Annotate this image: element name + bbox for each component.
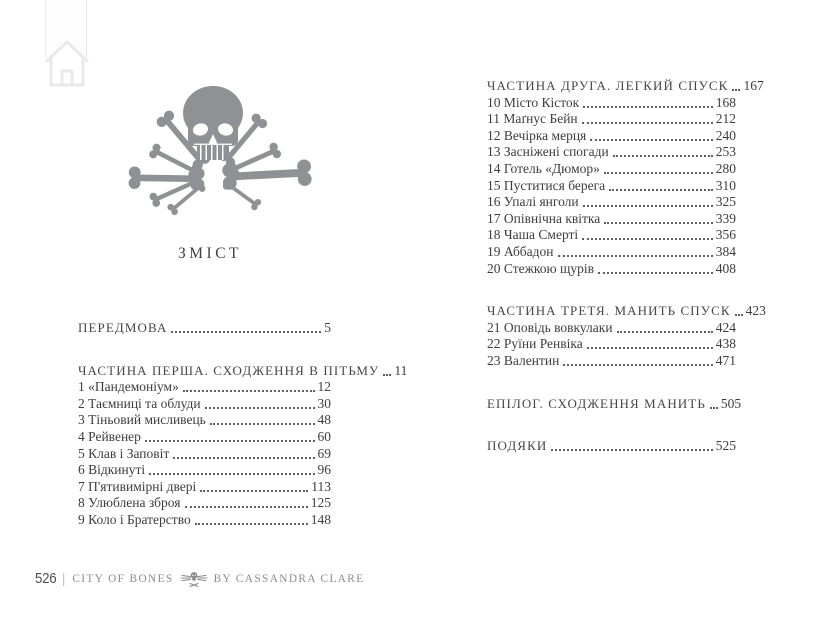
- toc-entry-page: 253: [715, 144, 736, 160]
- dotted-leader: [200, 490, 308, 492]
- toc-entry-label: 6 Відкинуті: [78, 462, 146, 478]
- dotted-leader: [604, 172, 713, 174]
- toc-entry-label: 2 Таємниці та облуди: [78, 395, 201, 411]
- toc-entry-label: 23 Валентин: [487, 352, 560, 368]
- toc-section: [78, 320, 331, 337]
- toc-entry[interactable]: [78, 512, 331, 529]
- toc-right-column: [487, 78, 766, 481]
- toc-entry-label: 16 Упалі янголи: [487, 194, 579, 210]
- dotted-leader: [558, 255, 713, 257]
- toc-entry-label: ПОДЯКИ: [487, 438, 548, 454]
- toc-entry-label: 3 Тіньовий мисливець: [78, 412, 206, 428]
- page-footer: [35, 570, 365, 588]
- toc-entry[interactable]: [487, 395, 742, 413]
- toc-entry-label: ЕПІЛОГ. СХОДЖЕННЯ МАНИТЬ: [487, 395, 706, 411]
- toc-entry-page: 69: [317, 445, 331, 461]
- dotted-leader: [383, 374, 391, 376]
- toc-entry-page: 48: [317, 412, 331, 428]
- toc-entry[interactable]: [487, 78, 764, 95]
- toc-entry[interactable]: [487, 227, 736, 244]
- toc-entry-label: ЧАСТИНА ТРЕТЯ. МАНИТЬ СПУСК: [487, 303, 731, 319]
- footer-page-number: 526: [35, 571, 57, 587]
- toc-entry-page: 60: [317, 428, 331, 444]
- toc-section: [487, 78, 764, 277]
- toc-entry-page: 438: [715, 336, 736, 352]
- toc-entry[interactable]: [487, 144, 736, 161]
- footer-author: BY CASSANDRA CLARE: [213, 573, 365, 585]
- dotted-leader: [583, 106, 713, 108]
- toc-entry-page: 325: [715, 194, 736, 210]
- toc-entry-label: 7 П'ятивимірні двері: [78, 478, 197, 494]
- toc-entry-page: 505: [720, 395, 742, 411]
- toc-entry-page: 280: [715, 160, 736, 176]
- toc-entry-label: 4 Рейвенер: [78, 428, 141, 444]
- toc-entry-label: 18 Чаша Смерті: [487, 227, 579, 243]
- toc-entry[interactable]: [78, 479, 331, 496]
- toc-entry-page: 167: [743, 78, 764, 93]
- toc-entry-page: 12: [317, 379, 331, 395]
- dotted-leader: [617, 331, 713, 333]
- toc-entry[interactable]: [78, 495, 331, 512]
- toc-entry-page: 408: [715, 260, 736, 276]
- toc-entry-label: 8 Улюблена зброя: [78, 495, 181, 511]
- dotted-leader: [609, 189, 713, 191]
- toc-entry-page: 310: [715, 177, 736, 193]
- toc-entry-page: 212: [715, 111, 736, 127]
- toc-left-column: [78, 320, 408, 555]
- dotted-leader: [183, 390, 315, 392]
- toc-entry-label: 5 Клав і Заповіт: [78, 445, 170, 461]
- dotted-leader: [563, 364, 712, 366]
- skull-and-crossbones-illustration: [120, 80, 320, 220]
- dotted-leader: [710, 407, 718, 409]
- toc-section: [487, 438, 736, 455]
- dotted-leader: [735, 314, 743, 316]
- dotted-leader: [173, 457, 314, 459]
- footer-book-title: CITY OF BONES: [72, 573, 174, 585]
- dotted-leader: [145, 440, 315, 442]
- toc-entry-label: 13 Засніжені спогади: [487, 144, 609, 160]
- toc-entry-label: 12 Вечірка мерця: [487, 127, 587, 143]
- dotted-leader: [613, 155, 713, 157]
- toc-entry-page: 125: [310, 495, 331, 511]
- toc-title: ЗМІСТ: [177, 245, 242, 262]
- toc-entry-label: 19 Аббадон: [487, 243, 554, 259]
- toc-entry-page: 240: [715, 127, 736, 143]
- toc-entry[interactable]: [487, 194, 736, 211]
- skull-ornament-icon: [180, 570, 208, 588]
- toc-entry[interactable]: [487, 438, 736, 455]
- dotted-leader: [551, 449, 712, 451]
- toc-entry-page: 30: [317, 395, 331, 411]
- toc-entry-page: 168: [715, 94, 736, 110]
- dotted-leader: [583, 205, 713, 207]
- toc-section: [487, 303, 766, 369]
- toc-entry[interactable]: [487, 211, 736, 228]
- toc-entry-page: 356: [715, 227, 736, 243]
- toc-entry-label: 20 Стежкою щурів: [487, 260, 595, 276]
- toc-entry[interactable]: [487, 178, 736, 195]
- home-bookmark-button[interactable]: [44, 0, 100, 92]
- toc-entry[interactable]: [487, 336, 736, 353]
- toc-entry-label: ЧАСТИНА ПЕРША. СХОДЖЕННЯ В ПІТЬМУ: [78, 362, 380, 378]
- toc-entry[interactable]: [487, 95, 736, 112]
- dotted-leader: [732, 89, 740, 91]
- toc-entry-label: 1 «Пандемоніум»: [78, 379, 179, 395]
- dotted-leader: [604, 222, 712, 224]
- home-icon: [41, 34, 93, 90]
- toc-entry[interactable]: [78, 412, 331, 429]
- toc-entry[interactable]: [487, 353, 736, 370]
- toc-entry-label: 9 Коло і Братерство: [78, 511, 191, 527]
- toc-entry-label: 17 Опівнічна квітка: [487, 210, 601, 226]
- toc-section: [78, 362, 408, 529]
- toc-entry-page: 525: [715, 438, 736, 454]
- dotted-leader: [210, 423, 315, 425]
- toc-entry[interactable]: [487, 111, 736, 128]
- dotted-leader: [582, 122, 713, 124]
- toc-entry[interactable]: [78, 320, 331, 337]
- toc-entry-label: 11 Маґнус Бейн: [487, 111, 578, 127]
- toc-entry[interactable]: [487, 261, 736, 278]
- toc-entry[interactable]: [487, 128, 736, 145]
- toc-entry-page: 384: [715, 243, 736, 259]
- footer-separator: |: [62, 570, 66, 587]
- dotted-leader: [590, 139, 712, 141]
- toc-section: [487, 395, 742, 413]
- toc-entry[interactable]: [78, 379, 331, 396]
- toc-entry-page: 423: [745, 303, 766, 319]
- toc-entry-label: 14 Готель «Дюмор»: [487, 160, 600, 176]
- toc-entry[interactable]: [487, 244, 736, 261]
- dotted-leader: [587, 347, 713, 349]
- toc-entry[interactable]: [78, 362, 408, 380]
- toc-entry-label: ЧАСТИНА ДРУГА. ЛЕГКИЙ СПУСК: [487, 78, 729, 93]
- toc-entry-page: 339: [715, 210, 736, 226]
- dotted-leader: [171, 331, 321, 333]
- toc-entry-label: ПЕРЕДМОВА: [78, 320, 168, 335]
- toc-entry-page: 5: [324, 320, 331, 335]
- toc-entry-page: 113: [311, 478, 331, 494]
- toc-entry-label: 10 Місто Кісток: [487, 94, 580, 110]
- dotted-leader: [205, 407, 315, 409]
- toc-entry-page: 424: [715, 319, 736, 335]
- toc-entry[interactable]: [78, 396, 331, 413]
- toc-entry-page: 11: [394, 362, 408, 378]
- toc-entry-page: 471: [715, 352, 736, 368]
- toc-entry[interactable]: [78, 429, 331, 446]
- dotted-leader: [598, 272, 713, 274]
- dotted-leader: [149, 473, 314, 475]
- toc-entry-page: 96: [317, 462, 331, 478]
- toc-entry-label: 22 Руїни Ренвіка: [487, 336, 583, 352]
- toc-entry[interactable]: [487, 161, 736, 178]
- toc-entry[interactable]: [487, 320, 736, 337]
- dotted-leader: [195, 523, 308, 525]
- toc-entry-page: 148: [310, 511, 331, 527]
- toc-entry-label: 15 Пуститися берега: [487, 177, 606, 193]
- toc-entry[interactable]: [78, 446, 331, 463]
- dotted-leader: [582, 238, 713, 240]
- dotted-leader: [185, 506, 308, 508]
- toc-entry-label: 21 Оповідь вовкулаки: [487, 319, 613, 335]
- toc-entry[interactable]: [78, 462, 331, 479]
- toc-entry[interactable]: [487, 303, 766, 320]
